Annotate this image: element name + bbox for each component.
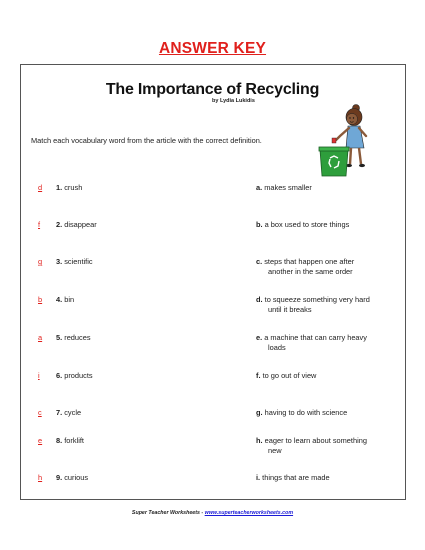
definition-letter: e. (256, 333, 263, 342)
definition-text: steps that happen one after (264, 257, 355, 266)
item-number: 2. (56, 220, 63, 229)
girl-recycling-bin-icon (318, 104, 380, 180)
list-item (38, 408, 81, 417)
vocab-word: products (64, 371, 93, 380)
definition-text: makes smaller (264, 183, 312, 192)
answer-letter: f (38, 220, 41, 229)
definition-text: a box used to store things (264, 220, 350, 229)
footer (0, 510, 425, 516)
list-item (38, 183, 82, 192)
definition-text: having to do with science (264, 408, 348, 417)
definition-item (256, 295, 391, 315)
definition-letter: b. (256, 220, 263, 229)
definition-item (256, 408, 391, 418)
answer-letter: e (38, 436, 43, 445)
list-item (38, 371, 93, 380)
list-item (38, 295, 74, 304)
answer-letter: i (38, 371, 40, 380)
answer-letter: c (38, 408, 42, 417)
vocab-word: curious (64, 473, 89, 482)
definition-text: a machine that can carry heavy (264, 333, 367, 342)
answer-letter: g (38, 257, 43, 266)
definition-letter: i. (256, 473, 261, 482)
definition-item (256, 371, 391, 381)
item-number: 8. (56, 436, 63, 445)
definition-text: things that are made (262, 473, 330, 482)
definition-text: to go out of view (262, 371, 317, 380)
definition-item (256, 436, 391, 456)
definition-letter: a. (256, 183, 263, 192)
answer-key-header: ANSWER KEY (158, 40, 267, 57)
vocab-word: scientific (64, 257, 93, 266)
list-item (38, 473, 88, 482)
definition-letter: d. (256, 295, 263, 304)
definition-item (256, 220, 391, 230)
worksheet-title: The Importance of Recycling (105, 81, 320, 98)
definition-item (256, 183, 391, 193)
instructions: Match each vocabulary word from the article with the correct definition. (31, 136, 262, 145)
list-item (38, 257, 93, 266)
item-number: 1. (56, 183, 63, 192)
definition-item (256, 333, 391, 353)
answer-letter: b (38, 295, 43, 304)
footer-link[interactable]: www.superteacherworksheets.com (204, 510, 294, 516)
definition-letter: h. (256, 436, 263, 445)
item-number: 4. (56, 295, 63, 304)
definition-text-cont: loads (268, 343, 286, 352)
vocab-word: reduces (64, 333, 91, 342)
list-item (38, 220, 97, 229)
vocab-word: disappear (64, 220, 97, 229)
item-number: 7. (56, 408, 63, 417)
definition-item (256, 257, 391, 277)
definition-text-cont: new (268, 446, 282, 455)
list-item (38, 436, 84, 445)
definition-letter: c. (256, 257, 263, 266)
author-byline: by Lydia Lukidis (212, 98, 255, 104)
definition-text: to squeeze something very hard (264, 295, 370, 304)
answer-letter: a (38, 333, 43, 342)
definition-letter: g. (256, 408, 263, 417)
definition-text-cont: another in the same order (268, 267, 353, 276)
vocab-word: crush (64, 183, 83, 192)
vocab-word: bin (64, 295, 75, 304)
answer-letter: d (38, 183, 43, 192)
item-number: 5. (56, 333, 63, 342)
definition-text: eager to learn about something (264, 436, 367, 445)
vocab-word: cycle (64, 408, 82, 417)
footer-separator: - (199, 510, 205, 516)
item-number: 9. (56, 473, 63, 482)
list-item (38, 333, 91, 342)
answer-letter: h (38, 473, 43, 482)
footer-brand: Super Teacher Worksheets (131, 510, 200, 516)
item-number: 3. (56, 257, 63, 266)
definition-letter: f. (256, 371, 261, 380)
definition-item (256, 473, 391, 483)
definition-text-cont: until it breaks (268, 305, 312, 314)
item-number: 6. (56, 371, 63, 380)
vocab-word: forklift (64, 436, 84, 445)
